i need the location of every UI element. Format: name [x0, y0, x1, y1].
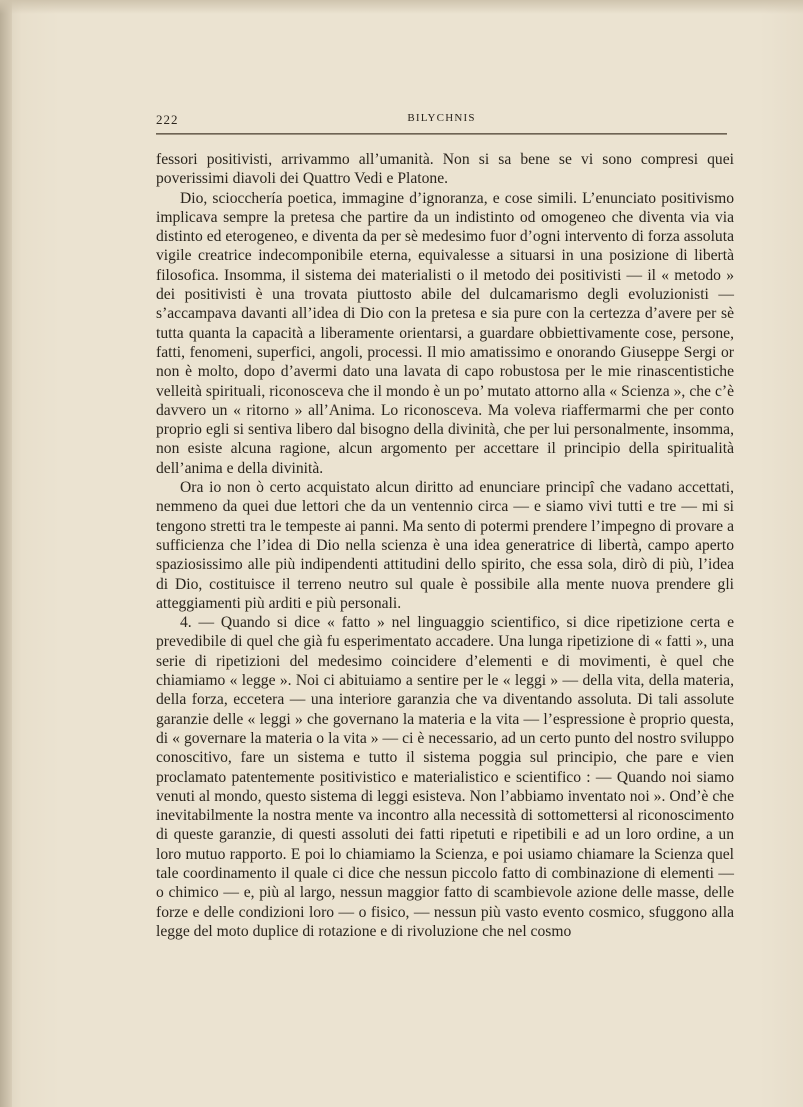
- body-text: [156, 150, 734, 941]
- page-number: 222: [156, 112, 179, 127]
- binding-gutter: [0, 0, 12, 1107]
- header-rule: [156, 133, 727, 135]
- paragraph: Dio, sciocchería poetica, immagine d’ignoranza, e cose simili. L’enunciato positivismo implicava sempre la pretesa che partire da un indistinto od omogeneo che diventa via via distinto ed eterogeneo, e diventa da per sè medesimo fuor d’ogni intervento di forza assoluta vigile creatrice indecomponibile eterna, equivalesse a situarsi in una posizione di libertà filosofica. Insomma, il sistema dei materialisti o il metodo dei positivisti — il « metodo » dei positivisti è una trovata piuttosto abile del dulcamarismo degli evoluzionisti — s’accampava davanti all’idea di Dio con la pretesa e sia pure con la certezza d’avere per sè tutta quanta la capacità a liberamente orientarsi, a guardare obbiettivamente cose, persone, fatti, fenomeni, superfici, angoli, processi. Il mio amatissimo e onorando Giuseppe Sergi or non è molto, dopo d’avermi dato una lavata di capo robustosa per le mie rinascentistiche velleità spirituali, riconosceva che il mondo è un po’ mutato attorno alla « Scienza », che c’è davvero un « ritorno » all’Anima. Lo riconosceva. Ma voleva riaffermarmi che per conto proprio egli si sentiva libero dal bisogno della divinità, che per lui personalmente, insomma, non esiste alcuna ragione, alcun argomento per accettare il principio della spiritualità dell’anima e della divinità.: [156, 189, 734, 477]
- page-header: [156, 112, 727, 132]
- paragraph: Ora io non ò certo acquistato alcun diritto ad enunciare principî che vadano accettati, nemmeno da quei due lettori che da un ventennio circa — e siamo vivi tutti e tre — mi si tengono stretti tra le tempeste ai panni. Ma sento di potermi prendere l’impegno di provare a sufficienza che l’idea di Dio nella scienza è una idea generatrice di libertà, campo aperto spaziosissimo alle più indipendenti attitudini dello spirito, che essa sola, dirò di più, l’idea di Dio, costituisce il terreno neutro sul quale è possibile alla mente nuova prendere gli atteggiamenti più arditi e più personali.: [156, 479, 734, 612]
- running-title: BILYCHNIS: [407, 112, 476, 124]
- page-top-edge: [0, 0, 803, 14]
- paragraph: 4. — Quando si dice « fatto » nel linguaggio scientifico, si dice ripetizione certa e prevedibile di quel che già fu esperimentato accadere. Una lunga ripetizione di « fatti », una serie di ripetizioni del medesimo coincidere d’elementi e di movimenti, è quel che chiamiamo « legge ». Noi ci abituiamo a sentire per le « leggi » — della vita, della materia, della forza, eccetera — una interiore garanzia che va diventando assoluta. Di tali assolute garanzie delle « leggi » che governano la materia e la vita — l’espressione è proprio questa, di « governare la materia o la vita » — ci è necessario, ad un certo punto del nostro sviluppo conoscitivo, fare un sistema e tutto il sistema poggia sul principio, che pare e vien proclamato patentemente positivistico e materialistico e scientifico : — Quando noi siamo venuti al mondo, questo sistema di leggi esisteva. Non l’abbiamo inventato noi ». Ond’è che inevitabilmente la nostra mente va incontro alla necessità di sottomettersi al riconoscimento di queste garanzie, di questi assoluti dei fatti ripetuti e ripetibili e ad un loro ordine, a un loro mutuo rapporto. E poi lo chiamiamo la Scienza, e poi usiamo chiamare la Scienza quel tale coordinamento il quale ci dice che nessun piccolo fatto di combinazione di elementi — o chimico — e, più al largo, nessun maggior fatto di scambievole azione delle masse, delle forze e delle condizioni loro — o fisico, — nessun più vasto evento cosmico, sfuggono alla legge del moto duplice di rotazione e di rivoluzione che nel cosmo: [156, 614, 734, 940]
- paragraph: fessori positivisti, arrivammo all’umanità. Non si sa bene se vi sono compresi quei poverissimi diavoli dei Quattro Vedi e Platone.: [156, 151, 734, 188]
